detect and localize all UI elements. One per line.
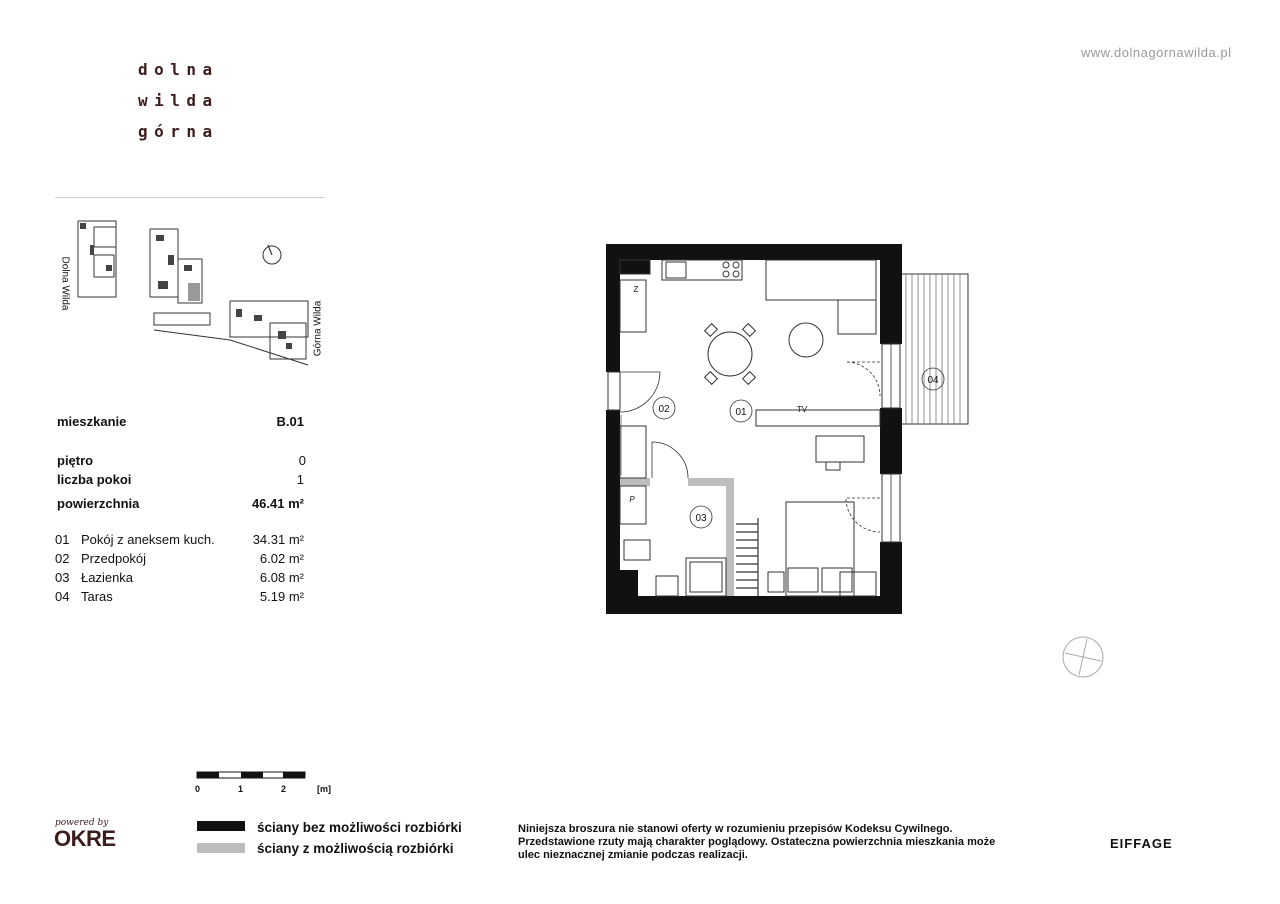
plan-label-wardrobe: P — [629, 495, 635, 504]
plan-label-04: 04 — [927, 375, 939, 386]
room-name: Łazienka — [81, 570, 134, 585]
plan-label-fridge: Z — [633, 285, 639, 294]
scale-tick-0: 0 — [195, 784, 201, 794]
room-area: 5.19 m² — [259, 589, 304, 604]
north-arrow-icon — [1060, 634, 1106, 680]
room-num: 01 — [55, 532, 70, 547]
plan-label-tv: TV — [796, 405, 808, 414]
logo-line-3: górna — [138, 122, 219, 141]
room-area: 6.02 m² — [259, 551, 304, 566]
site-label-gorna-wilda: Górna Wilda — [312, 300, 324, 357]
legend-swatch-load-bearing — [197, 821, 245, 831]
scale-bar — [196, 771, 308, 781]
label-rooms: liczba pokoi — [57, 472, 132, 487]
room-name: Taras — [81, 589, 113, 604]
label-area: powierzchnia — [57, 496, 140, 511]
scale-tick-2: 2 — [281, 784, 287, 794]
room-area: 6.08 m² — [259, 570, 304, 585]
removable-walls — [620, 415, 734, 596]
terrace — [900, 274, 968, 424]
room-name: Przedpokój — [81, 551, 147, 566]
plan-label-01: 01 — [735, 407, 747, 418]
site-label-dolna-wilda: Dolna Wilda — [59, 256, 71, 311]
legend-load-bearing: ściany bez możliwości rozbiórki — [257, 820, 462, 835]
floor-value: 0 — [298, 453, 306, 468]
developer-logo: EIFFAGE — [1110, 836, 1173, 851]
legend-swatch-removable — [197, 843, 245, 853]
logo-line-1: dolna — [138, 60, 219, 79]
scale-unit: [m] — [317, 784, 331, 794]
room-name: Pokój z aneksem kuch. — [81, 532, 215, 547]
room-area: 34.31 m² — [252, 532, 304, 547]
area-value: 46.41 m² — [251, 496, 304, 511]
site-plan — [50, 215, 340, 375]
label-floor: piętro — [57, 453, 94, 468]
room-num: 03 — [55, 570, 70, 585]
legend-removable: ściany z możliwością rozbiórki — [257, 841, 454, 856]
floor-plan — [600, 240, 980, 620]
room-num: 02 — [55, 551, 70, 566]
website-link[interactable]: www.dolnagornawilda.pl — [1081, 45, 1232, 60]
label-apartment: mieszkanie — [57, 414, 127, 429]
scale-tick-1: 1 — [238, 784, 244, 794]
room-num: 04 — [55, 589, 70, 604]
apartment-id: B.01 — [276, 414, 304, 429]
disclaimer: Niniejsza broszura nie stanowi oferty w rozumieniu przepisów Kodeksu Cywilnego. Przedstawione rzuty mają charakter poglądowy. Ostateczna powierzchnia mieszkania może ulec nieznacznej zmianie podczas realizacji. — [518, 823, 996, 861]
rooms-count: 1 — [296, 472, 304, 487]
powered-by: powered by — [55, 818, 109, 828]
okre-logo: OKRE — [54, 826, 116, 851]
logo-line-2: wilda — [138, 91, 219, 110]
divider — [55, 197, 325, 198]
plan-label-03: 03 — [695, 513, 707, 524]
plan-label-02: 02 — [658, 404, 670, 415]
